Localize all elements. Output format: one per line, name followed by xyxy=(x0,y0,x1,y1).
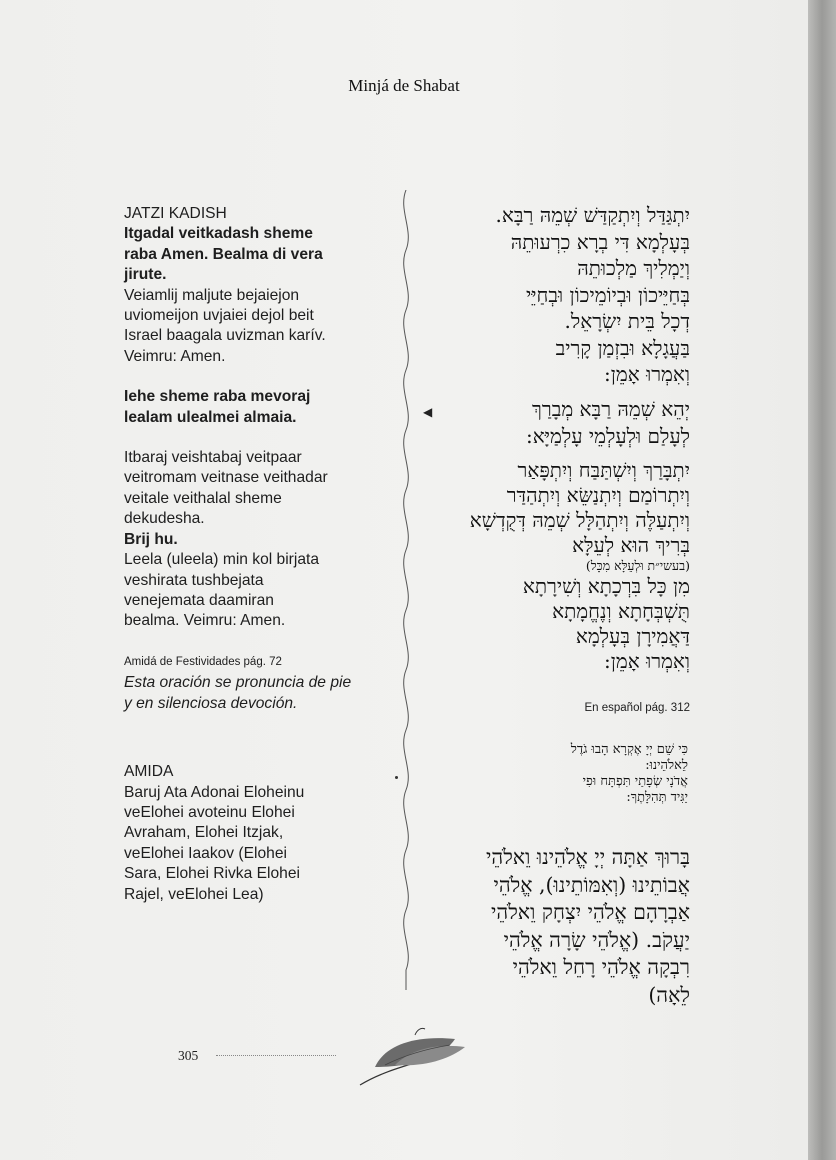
kadish-paragraph-3 xyxy=(124,448,394,632)
amida-line: veElohei Iaakov (Elohei xyxy=(124,844,287,862)
kadish-line: raba Amen. Bealma di vera xyxy=(124,245,323,263)
kadish-line: Itgadal veitkadash sheme xyxy=(124,225,313,243)
hebrew-line: בְּעָלְמָא דִּי בְרָא כִרְעוּתֵהּ xyxy=(510,229,690,254)
kadish-line: Israel baagala uvizman karív. xyxy=(124,327,326,345)
kadish-paragraph-1 xyxy=(124,224,394,367)
note-line: y en silenciosa devoción. xyxy=(124,695,298,713)
ink-dot xyxy=(395,776,398,779)
kadish-line: lealam ulealmei almaia. xyxy=(124,408,297,426)
kadish-line: jirute. xyxy=(124,266,167,284)
kadish-line: Brij hu. xyxy=(124,530,178,548)
kadish-line: Leela (uleela) min kol birjata xyxy=(124,551,320,569)
kadish-line: Veimru: Amen. xyxy=(124,347,226,365)
kadish-line: Veiamlij maljute bejaiejon xyxy=(124,286,300,304)
amida-line: Baruj Ata Adonai Eloheinu xyxy=(124,783,305,801)
hebrew-line: יַעֲקֹב. (אֱלֹהֵי שָׂרָה אֱלֹהֵי xyxy=(503,927,690,952)
cross-reference-right: En español pág. 312 xyxy=(584,702,690,714)
hebrew-amida xyxy=(360,844,690,1009)
hebrew-small-line: כִּי שֵׁם יְיָ אֶקְרָא הָבוּ גֹדֶל xyxy=(570,742,688,757)
hebrew-line: בְּחַיֵּיכוֹן וּבְיוֹמֵיכוֹן וּבְחַיֵּי xyxy=(526,282,690,307)
kadish-line: veitale veithalal sheme xyxy=(124,489,282,507)
hebrew-line: בָּרוּךְ אַתָּה יְיָ אֱלֹהֵינוּ וֵאלֹהֵי xyxy=(486,845,690,869)
kadish-paragraph-2 xyxy=(124,387,394,428)
amida-line: veElohei avoteinu Elohei xyxy=(124,803,295,821)
page-header-title: Minjá de Shabat xyxy=(348,76,460,95)
book-gutter xyxy=(808,0,836,1160)
amida-paragraph xyxy=(124,783,394,905)
cross-reference-left: Amidá de Festividades pág. 72 xyxy=(124,655,282,668)
amida-line: Avraham, Elohei Itzjak, xyxy=(124,824,284,842)
hebrew-line: מִן כָּל בִּרְכָתָא וְשִׁירָתָא xyxy=(522,574,690,598)
hebrew-line: יְהֵא שְׁמֵהּ רַבָּא מְבָרַךְ xyxy=(532,397,690,421)
amida-line: Sara, Elohei Rivka Elohei xyxy=(124,865,300,883)
hebrew-kadish-2 xyxy=(360,396,690,449)
hebrew-opening-verse xyxy=(488,742,688,806)
hebrew-line: תֻּשְׁבְּחָתָא וְנֶחֱמָתָא xyxy=(552,599,690,623)
hebrew-line: וְיִתְרוֹמַם וְיִתְנַשֵּׂא וְיִתְהַדַּר xyxy=(506,483,690,507)
hebrew-line: לְעָלַם וּלְעָלְמֵי עָלְמַיָּא: xyxy=(526,423,690,448)
hebrew-line: בַּעֲגָלָא וּבִזְמַן קָרִיב xyxy=(555,335,690,360)
kadish-line: veshirata tushbejata xyxy=(124,571,264,589)
hebrew-small-line: (בעשי״ת וּלְעֵלָּא מִכָּל) xyxy=(585,558,690,573)
leaf-ornament-icon xyxy=(355,1025,475,1090)
hebrew-line: יִתְגַּדַּל וְיִתְקַדַּשׁ שְׁמֵהּ רַבָּא. xyxy=(495,203,690,227)
hebrew-line: אֲבוֹתֵינוּ (וְאִמּוֹתֵינוּ), אֱלֹהֵי xyxy=(493,872,690,897)
triangle-marker-icon: ◀ xyxy=(423,405,433,419)
instruction-note xyxy=(124,672,394,714)
kadish-line: Iehe sheme raba mevoraj xyxy=(124,388,311,406)
hebrew-small-line: לֵאלֹהֵינוּ: xyxy=(645,758,688,773)
kadish-line: uviomeijon uvjaiei dejol beit xyxy=(124,307,314,325)
hebrew-line: דְכָל בֵּית יִשְׂרָאֵל. xyxy=(564,309,690,333)
footer-rule xyxy=(216,1055,336,1056)
hebrew-line: אַבְרָהָם אֱלֹהֵי יִצְחָק וֵאלֹהֵי xyxy=(491,900,690,924)
hebrew-line: רִבְקָה אֱלֹהֵי רָחֵל וֵאלֹהֵי xyxy=(512,955,690,979)
kadish-line: veitromam veitnase veithadar xyxy=(124,469,328,487)
hebrew-line: דַּאֲמִירָן בְּעָלְמָא xyxy=(575,624,690,648)
kadish-line: dekudesha. xyxy=(124,510,205,528)
hebrew-line: בְּרִיךְ הוּא לְעֵלָּא xyxy=(572,533,690,557)
note-line: Esta oración se pronuncia de pie xyxy=(124,674,352,692)
kadish-line: bealma. Veimru: Amen. xyxy=(124,612,286,630)
hebrew-line: יִתְבָּרַךְ וְיִשְׁתַּבַּח וְיִתְפָּאַר xyxy=(517,458,690,482)
hebrew-line: וְיִתְעַלֶּה וְיִתְהַלָּל שְׁמֵהּ דְּקֻדְשָׁא xyxy=(469,508,690,532)
hebrew-line: וְיַמְלִיךְ מַלְכוּתֵהּ xyxy=(577,256,690,280)
hebrew-line: וְאִמְרוּ אָמֵן: xyxy=(604,649,690,673)
transliteration-column xyxy=(124,204,394,905)
page-number: 305 xyxy=(178,1048,199,1063)
hebrew-kadish-3 xyxy=(360,458,690,674)
section-title-amida: AMIDA xyxy=(124,763,174,781)
section-title-jatzi-kadish: JATZI KADISH xyxy=(124,205,227,222)
amida-line: Rajel, veElohei Lea) xyxy=(124,885,264,903)
kadish-line: Itbaraj veishtabaj veitpaar xyxy=(124,449,302,467)
hebrew-small-line: יַגִּיד תְּהִלָּתֶךָ: xyxy=(626,790,688,805)
kadish-line: venejemata daamiran xyxy=(124,591,274,609)
hebrew-line: לֵאָה) xyxy=(648,982,690,1007)
hebrew-line: וְאִמְרוּ אָמֵן: xyxy=(604,362,690,386)
hebrew-small-line: אֲדֹנָי שְׂפָתַי תִּפְתָּח וּפִי xyxy=(582,774,688,789)
hebrew-kadish-1 xyxy=(360,202,690,388)
